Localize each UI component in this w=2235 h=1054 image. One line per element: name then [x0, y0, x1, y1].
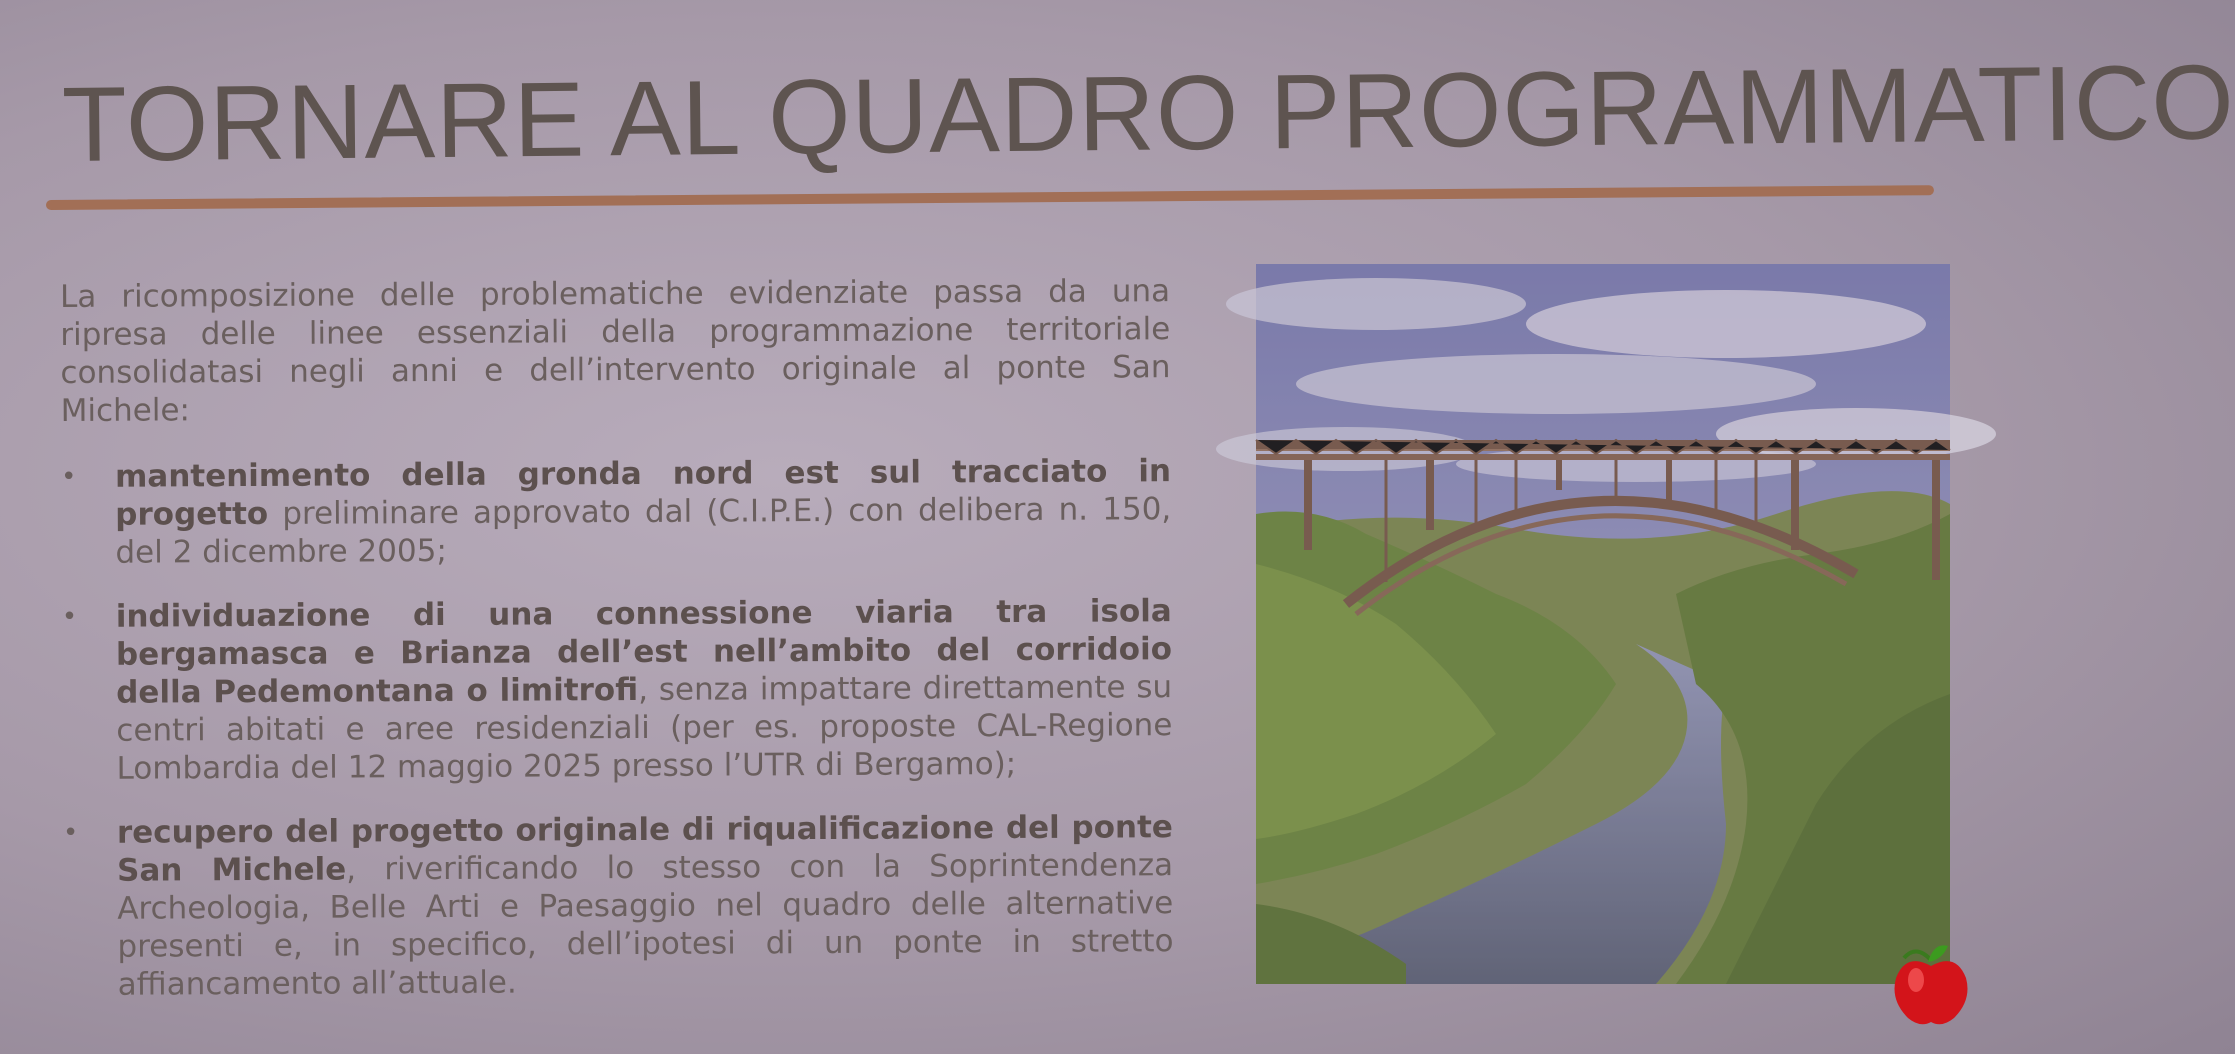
bullet-text [117, 808, 1174, 1004]
bullet-icon: • [60, 461, 77, 492]
bullet-icon: • [62, 817, 79, 848]
bullet-text [116, 592, 1173, 788]
bullet-icon: • [61, 601, 78, 632]
bullet-text [115, 452, 1172, 572]
intro-paragraph: La ricomposizione delle problematiche evidenziate passa da una ripresa delle linee essenziali della programmazione territoriale consolidatasi negli anni e dell’intervento originale al ponte San Michele: [60, 273, 1171, 429]
bullet-bold: individuazione di una connessione viaria tra isola bergamasca e Brianza dell’est nell’ambito del corridoio della Pedemontana o limitrofi [115, 593, 1173, 711]
bullet-item [63, 808, 1174, 1004]
red-apple-logo-icon [1886, 938, 1976, 1028]
bullet-item [61, 452, 1172, 572]
bullet-bold: mantenimento della gronda nord est sul tracciato in progetto [114, 453, 1172, 533]
bullet-bold: recupero del progetto originale di riqualificazione del ponte San Michele [116, 809, 1173, 889]
bridge-illustration [1256, 264, 1950, 984]
bullet-rest: , riverificando lo stesso con la Soprintendenza Archeologia, Belle Arti e Paesaggio nel quadro delle alternative presenti e, in specifico, dell’ipotesi di un ponte in stretto affiancamento all’attuale. [117, 847, 1174, 1003]
bridge-photo [1256, 264, 1950, 984]
slide-body [60, 272, 1174, 1030]
title-divider [46, 185, 1934, 210]
bullet-rest: , senza impattare direttamente su centri abitati e aree residenziali (per es. proposte CAL-Regione Lombardia del 12 maggio 2025 presso l’UTR di Bergamo); [116, 669, 1173, 787]
slide-title: TORNARE AL QUADRO PROGRAMMATICO [61, 43, 2235, 184]
bullet-item [62, 592, 1173, 788]
bullet-rest: preliminare approvato dal (C.I.P.E.) con delibera n. 150, del 2 dicembre 2005; [115, 491, 1172, 571]
